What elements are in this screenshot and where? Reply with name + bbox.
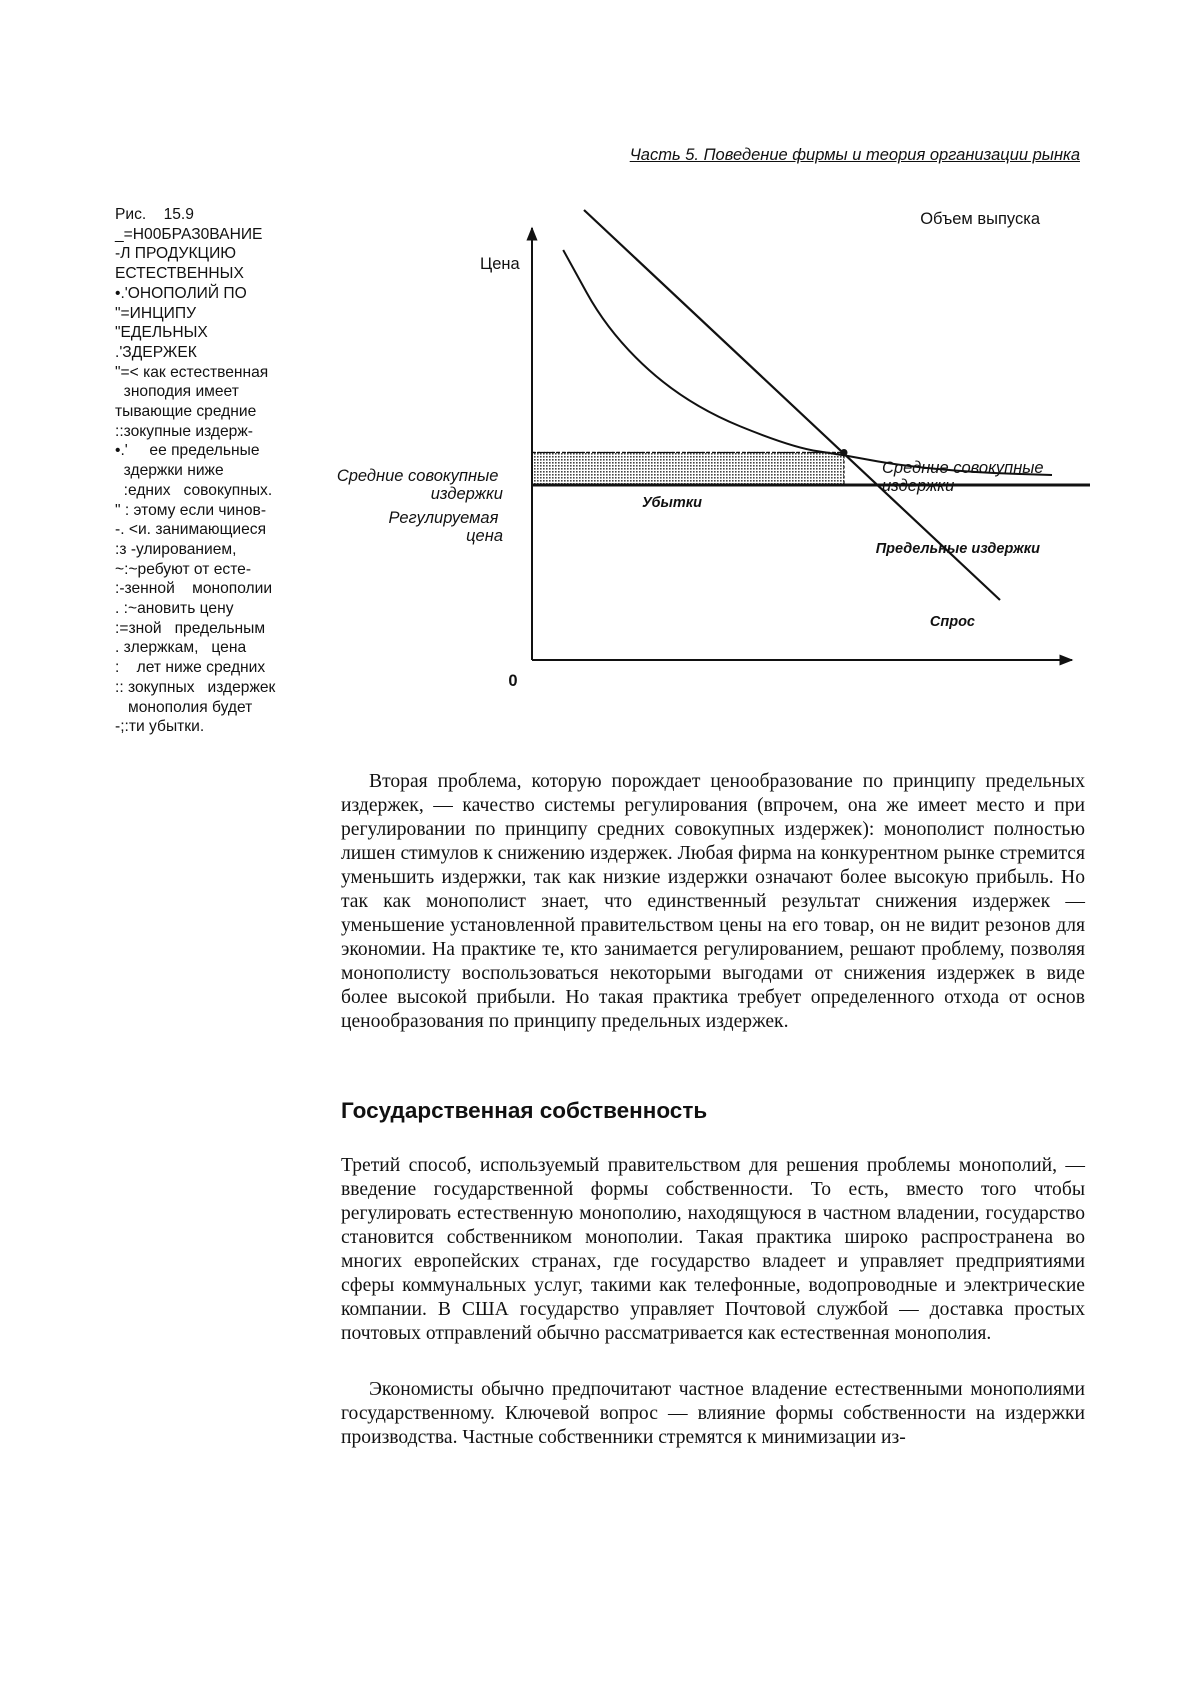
caption-line: :едних совокупных.: [115, 481, 273, 499]
caption-line: :-зенной монополии: [115, 580, 273, 598]
caption-line: "=ИНЦИПУ: [115, 304, 196, 322]
caption-line: :=зной предельным: [115, 619, 266, 637]
atc-curve-label-line-1: Средние совокупные: [882, 459, 1044, 477]
caption-line: "ЕДЕЛЬНЫХ: [115, 324, 208, 342]
caption-line: -;:ти убытки.: [115, 718, 205, 736]
regulated-price-label-line-1: Регулируемая: [388, 509, 499, 527]
paragraph-1: Вторая проблема, которую порождает ценообразование по принципу предельных издержек, — качество системы регулирования (впрочем, она же имеет место и при регулировании по принципу средних совокупных издержек): монополист полностью лишен стимулов к снижению издержек. Любая фирма на конкурентном рынке стремится уменьшить издержки, так как низкие издержки означают более высокую прибыль. Но так как монополист знает, что единственный результат снижения издержек — уменьшение установленной правительством цены на его товар, он не видит резонов для экономии. На практике те, кто занимается регулированием, решают проблему, позволяя монополисту воспользоваться некоторыми выгодами от снижения издержек в виде более высокой прибыли. Но такая практика требует определенного отхода от основ ценообразования по принципу предельных издержек.: [341, 771, 1085, 1032]
average-total-cost-curve: [563, 250, 1052, 475]
y-axis-label: Цена: [480, 255, 520, 273]
caption-line: •.'ОНОПОЛИЙ ПО: [115, 284, 247, 302]
caption-line: •.' ее предельные: [115, 442, 260, 460]
monopoly-pricing-chart: [330, 195, 1090, 695]
loss-area: [532, 453, 844, 486]
caption-line: : лет ниже средних: [115, 659, 266, 677]
caption-line: . :~ановить цену: [115, 600, 234, 618]
caption-line: ЕСТЕСТВЕННЫХ: [115, 265, 244, 283]
caption-line: ~:~ребуют от есте-: [115, 560, 252, 578]
caption-line: -. <и. занимающиеся: [115, 521, 267, 539]
demand-label: Спрос: [929, 614, 975, 630]
origin-label: 0: [508, 672, 518, 690]
figure-caption: [115, 205, 315, 737]
running-header: Часть 5. Поведение фирмы и теория организации рынка: [629, 146, 1080, 164]
regulated-price-label-line-2: цена: [466, 527, 503, 545]
caption-line: Рис. 15.9: [115, 206, 194, 223]
regulated-price-label: [389, 509, 503, 545]
caption-line: монополия будет: [115, 698, 253, 716]
loss-label: Убытки: [642, 495, 702, 511]
atc-curve-label: [882, 459, 1048, 495]
atc-point: [841, 449, 848, 456]
caption-line: . злержкам, цена: [115, 639, 247, 657]
caption-line: "=< как естественная: [115, 363, 269, 381]
caption-line: :: зокупных издержек: [115, 678, 276, 696]
atc-level-label-line-1: Средние совокупные: [336, 467, 499, 485]
paragraph-3: Экономисты обычно предпочитают частное владение естественными монополиями государственному. Ключевой вопрос — влияние формы собственности на издержки производства. Частные собственники стремятся к минимизации из-: [341, 1379, 1085, 1448]
caption-line: тывающие средние: [115, 403, 257, 421]
caption-line: ::зокупные издерж-: [115, 422, 253, 440]
caption-line: .'ЗДЕРЖЕК: [115, 343, 197, 361]
caption-line: зноподия имеет: [115, 383, 239, 401]
caption-line: _=Н00БРАЗ0ВАНИЕ: [115, 225, 263, 243]
paragraph-2: Третий способ, используемый правительством для решения проблемы монополий, — введение государственной формы собственности. То есть, вместо того чтобы регулировать естественную монополию, находящуюся в частном владении, государство становится собственником монополии. Такая практика широко распространена во многих европейских странах, где государство владеет и управляет предприятиями сферы коммунальных услуг, такими как телефонные, водопроводные и электрические компании. В США государство управляет Почтовой службой — доставка простых почтовых отправлений обычно рассматривается как естественная монополия.: [341, 1155, 1085, 1344]
x-axis-label: Объем выпуска: [920, 210, 1040, 228]
caption-line: здержки ниже: [115, 462, 224, 480]
mc-label: Предельные издержки: [875, 541, 1040, 557]
caption-line: :з -улированием,: [115, 540, 237, 558]
atc-curve-label-line-2: издержки: [882, 477, 955, 495]
caption-line: -Л ПРОДУКЦИЮ: [115, 245, 237, 263]
section-heading: Государственная собственность: [341, 1098, 708, 1123]
atc-level-label: [337, 467, 503, 503]
atc-level-label-line-2: издержки: [430, 485, 503, 503]
caption-line: " : этому если чинов-: [115, 501, 267, 519]
